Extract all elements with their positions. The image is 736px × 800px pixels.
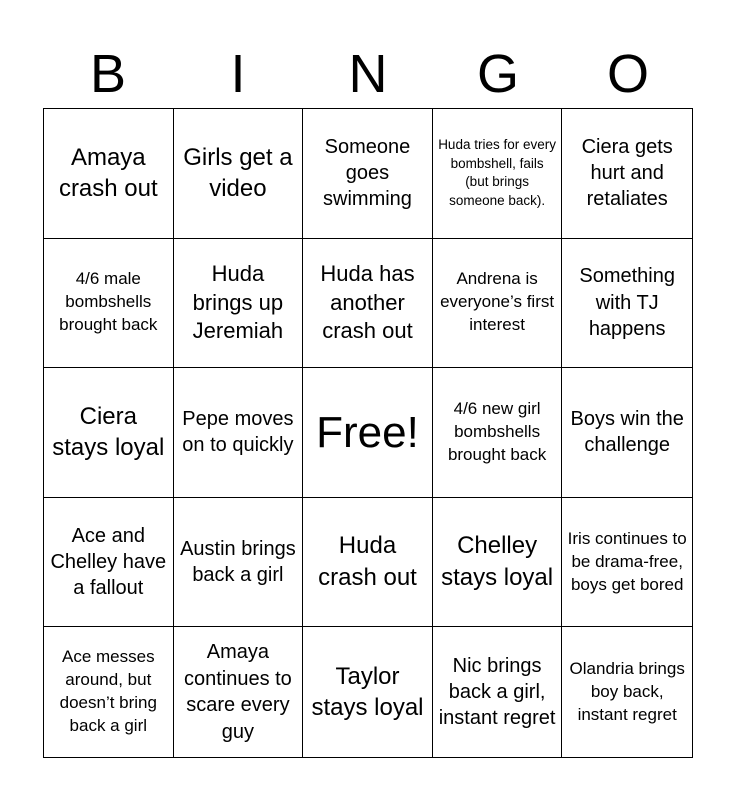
bingo-cell[interactable]: Amaya continues to scare every guy: [174, 627, 304, 757]
bingo-cell[interactable]: Nic brings back a girl, instant regret: [433, 627, 563, 757]
bingo-cell[interactable]: Huda tries for every bombshell, fails (but brings someone back).: [433, 109, 563, 239]
bingo-cell[interactable]: Something with TJ happens: [562, 239, 692, 369]
bingo-cell[interactable]: Iris continues to be drama-free, boys get bored: [562, 498, 692, 628]
header-letter-b: B: [89, 44, 127, 104]
bingo-cell[interactable]: Pepe moves on to quickly: [174, 368, 304, 498]
bingo-cell[interactable]: Taylor stays loyal: [303, 627, 433, 757]
bingo-cell[interactable]: Amaya crash out: [44, 109, 174, 239]
bingo-cell[interactable]: Andrena is everyone’s first interest: [433, 239, 563, 369]
bingo-cell[interactable]: Chelley stays loyal: [433, 498, 563, 628]
bingo-cell[interactable]: Ciera stays loyal: [44, 368, 174, 498]
header-letter-n: N: [348, 44, 388, 104]
header-letter-o: O: [606, 44, 649, 104]
bingo-cell[interactable]: Austin brings back a girl: [174, 498, 304, 628]
bingo-cell[interactable]: Ciera gets hurt and retaliates: [562, 109, 692, 239]
bingo-cell[interactable]: 4/6 new girl bombshells brought back: [433, 368, 563, 498]
bingo-free-cell[interactable]: Free!: [303, 368, 433, 498]
bingo-cell[interactable]: Olandria brings boy back, instant regret: [569, 658, 685, 724]
bingo-cell[interactable]: 4/6 male bombshells brought back: [44, 239, 174, 369]
bingo-cell[interactable]: Someone goes swimming: [303, 109, 433, 239]
bingo-cell[interactable]: Ace and Chelley have a fallout: [44, 498, 174, 628]
bingo-cell[interactable]: Huda crash out: [303, 498, 433, 628]
header-letter-i: I: [230, 44, 246, 104]
bingo-cell[interactable]: Girls get a video: [174, 109, 304, 239]
bingo-board: [43, 108, 693, 758]
bingo-cell[interactable]: Ace messes around, but doesn’t bring back a girl: [44, 627, 174, 757]
bingo-cell[interactable]: Huda brings up Jeremiah: [174, 239, 304, 369]
bingo-header: [43, 40, 693, 108]
bingo-cell[interactable]: Huda has another crash out: [303, 239, 433, 369]
header-letter-g: G: [476, 44, 519, 104]
bingo-cell[interactable]: Boys win the challenge: [562, 368, 692, 498]
